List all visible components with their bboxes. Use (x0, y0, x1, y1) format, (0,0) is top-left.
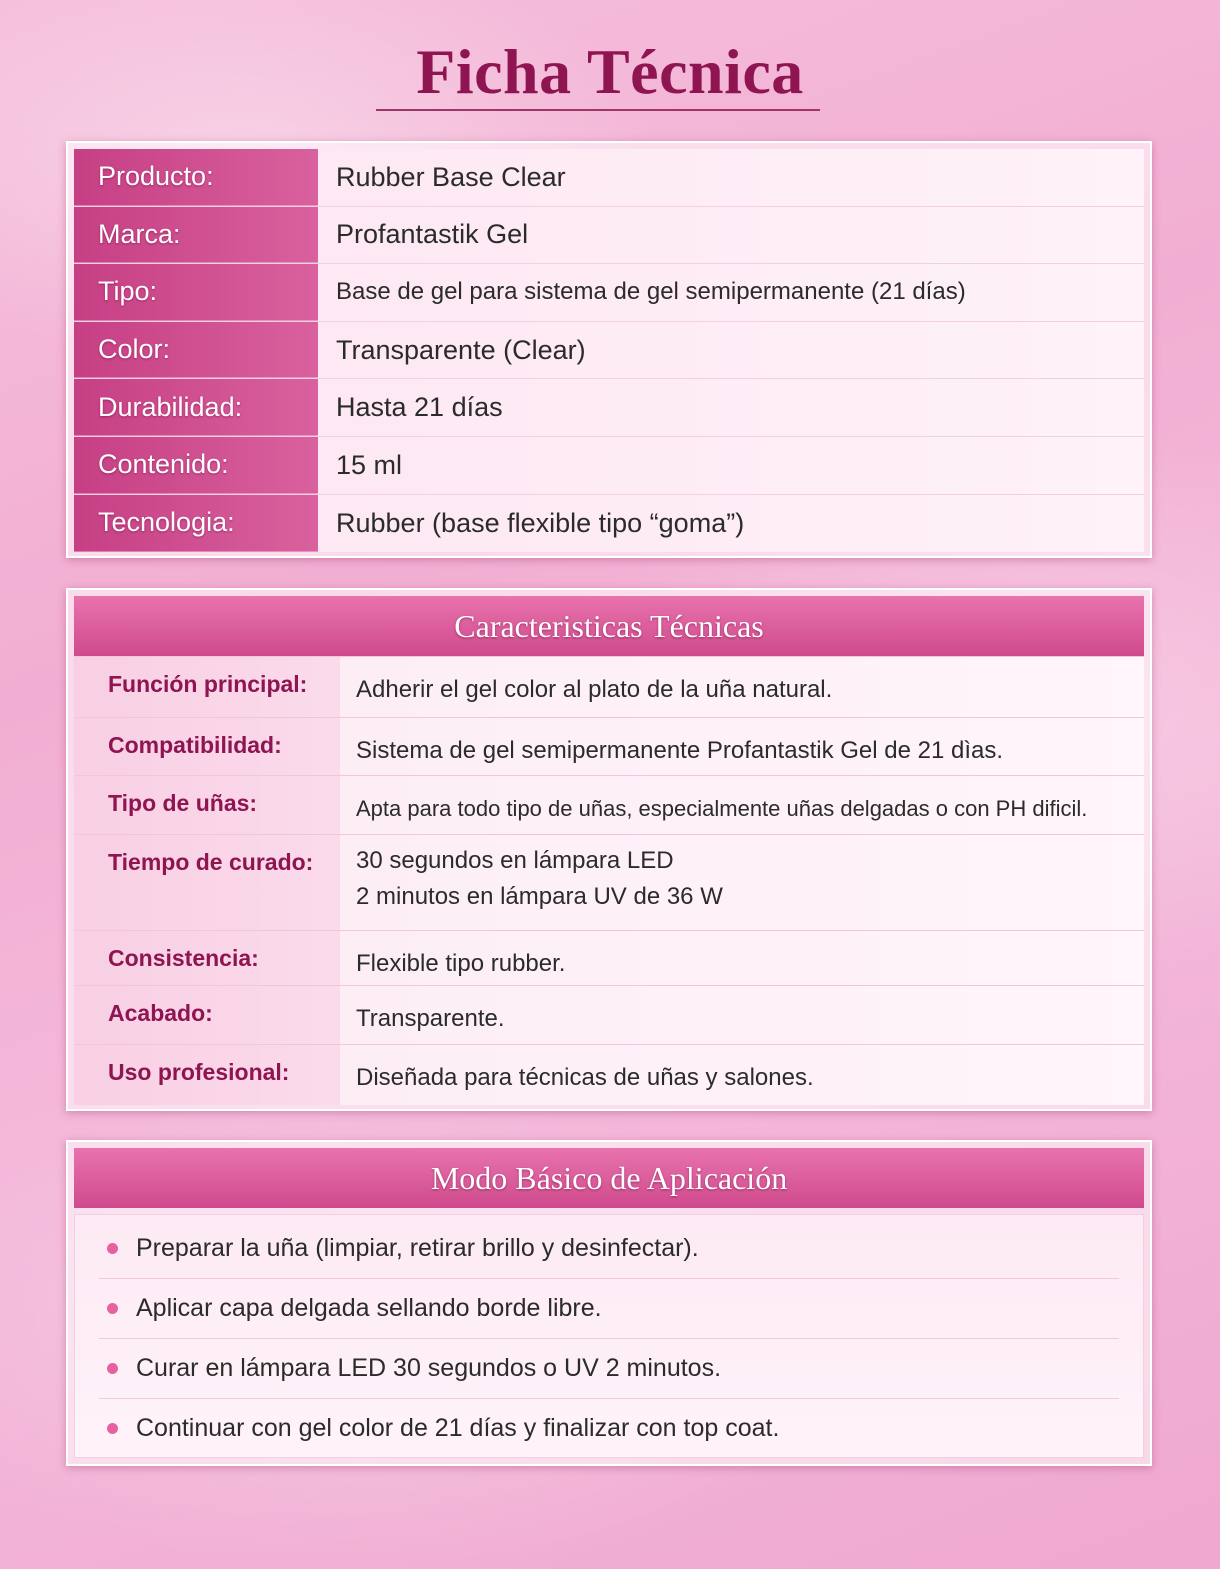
row-label: Marca: (74, 207, 318, 264)
product-info-table (66, 141, 1152, 558)
row-value: 15 ml (318, 437, 1144, 494)
section-heading: Caracteristicas Técnicas (74, 596, 1144, 656)
list-item (99, 1339, 1119, 1399)
table-row (74, 717, 1144, 775)
row-value: Transparente (Clear) (318, 322, 1144, 379)
table-row (74, 656, 1144, 717)
row-value: Flexible tipo rubber. (340, 931, 1144, 985)
list-item (99, 1219, 1119, 1279)
row-value: Sistema de gel semipermanente Profantastik Gel de 21 dìas. (340, 718, 1144, 775)
list-item (99, 1399, 1119, 1458)
row-value: Apta para todo tipo de uñas, especialmente uñas delgadas o con PH dificil. (340, 776, 1144, 834)
row-label: Tecnologia: (74, 495, 318, 553)
table-row (74, 322, 1144, 380)
step-text: Preparar la uña (limpiar, retirar brillo y desinfectar). (136, 1234, 699, 1262)
application-steps-panel (66, 1140, 1152, 1466)
row-label: Función principal: (74, 657, 340, 717)
step-text: Continuar con gel color de 21 días y finalizar con top coat. (136, 1414, 780, 1442)
title-underline (376, 109, 820, 111)
technical-characteristics-table (66, 588, 1152, 1111)
row-value (340, 835, 1144, 930)
row-value: Hasta 21 días (318, 379, 1144, 436)
row-label: Consistencia: (74, 931, 340, 985)
row-value: Base de gel para sistema de gel semipermanente (21 días) (318, 264, 1144, 321)
row-value: Adherir el gel color al plato de la uña natural. (340, 657, 1144, 717)
row-value: Diseñada para técnicas de uñas y salones. (340, 1045, 1144, 1105)
row-value: Rubber Base Clear (318, 149, 1144, 206)
row-value: Transparente. (340, 986, 1144, 1044)
step-text: Aplicar capa delgada sellando borde libre. (136, 1294, 602, 1322)
list-item (99, 1279, 1119, 1339)
row-label: Uso profesional: (74, 1045, 340, 1105)
row-label: Tiempo de curado: (74, 835, 340, 930)
table-row (74, 985, 1144, 1044)
section-heading: Modo Básico de Aplicación (74, 1148, 1144, 1208)
page-title: Ficha Técnica (416, 36, 804, 107)
table-row (74, 1044, 1144, 1105)
row-label: Durabilidad: (74, 379, 318, 436)
table-row (74, 207, 1144, 265)
table-row (74, 930, 1144, 985)
table-row (74, 775, 1144, 834)
bullet-icon (107, 1243, 118, 1254)
table-row (74, 437, 1144, 495)
row-label: Producto: (74, 149, 318, 206)
row-label: Contenido: (74, 437, 318, 494)
table-row (74, 495, 1144, 553)
bullet-icon (107, 1363, 118, 1374)
row-label: Tipo: (74, 264, 318, 321)
row-value: Profantastik Gel (318, 207, 1144, 264)
row-label: Acabado: (74, 986, 340, 1044)
bullet-icon (107, 1423, 118, 1434)
steps-list (74, 1214, 1144, 1458)
table-row (74, 834, 1144, 930)
value-line: 2 minutos en lámpara UV de 36 W (356, 883, 723, 910)
table-row (74, 149, 1144, 207)
table-row (74, 379, 1144, 437)
value-line: 30 segundos en lámpara LED (356, 847, 674, 874)
table-row (74, 264, 1144, 322)
row-label: Color: (74, 322, 318, 379)
row-label: Compatibilidad: (74, 718, 340, 775)
step-text: Curar en lámpara LED 30 segundos o UV 2 minutos. (136, 1354, 722, 1382)
row-label: Tipo de uñas: (74, 776, 340, 834)
row-value: Rubber (base flexible tipo “goma”) (318, 495, 1144, 553)
bullet-icon (107, 1303, 118, 1314)
